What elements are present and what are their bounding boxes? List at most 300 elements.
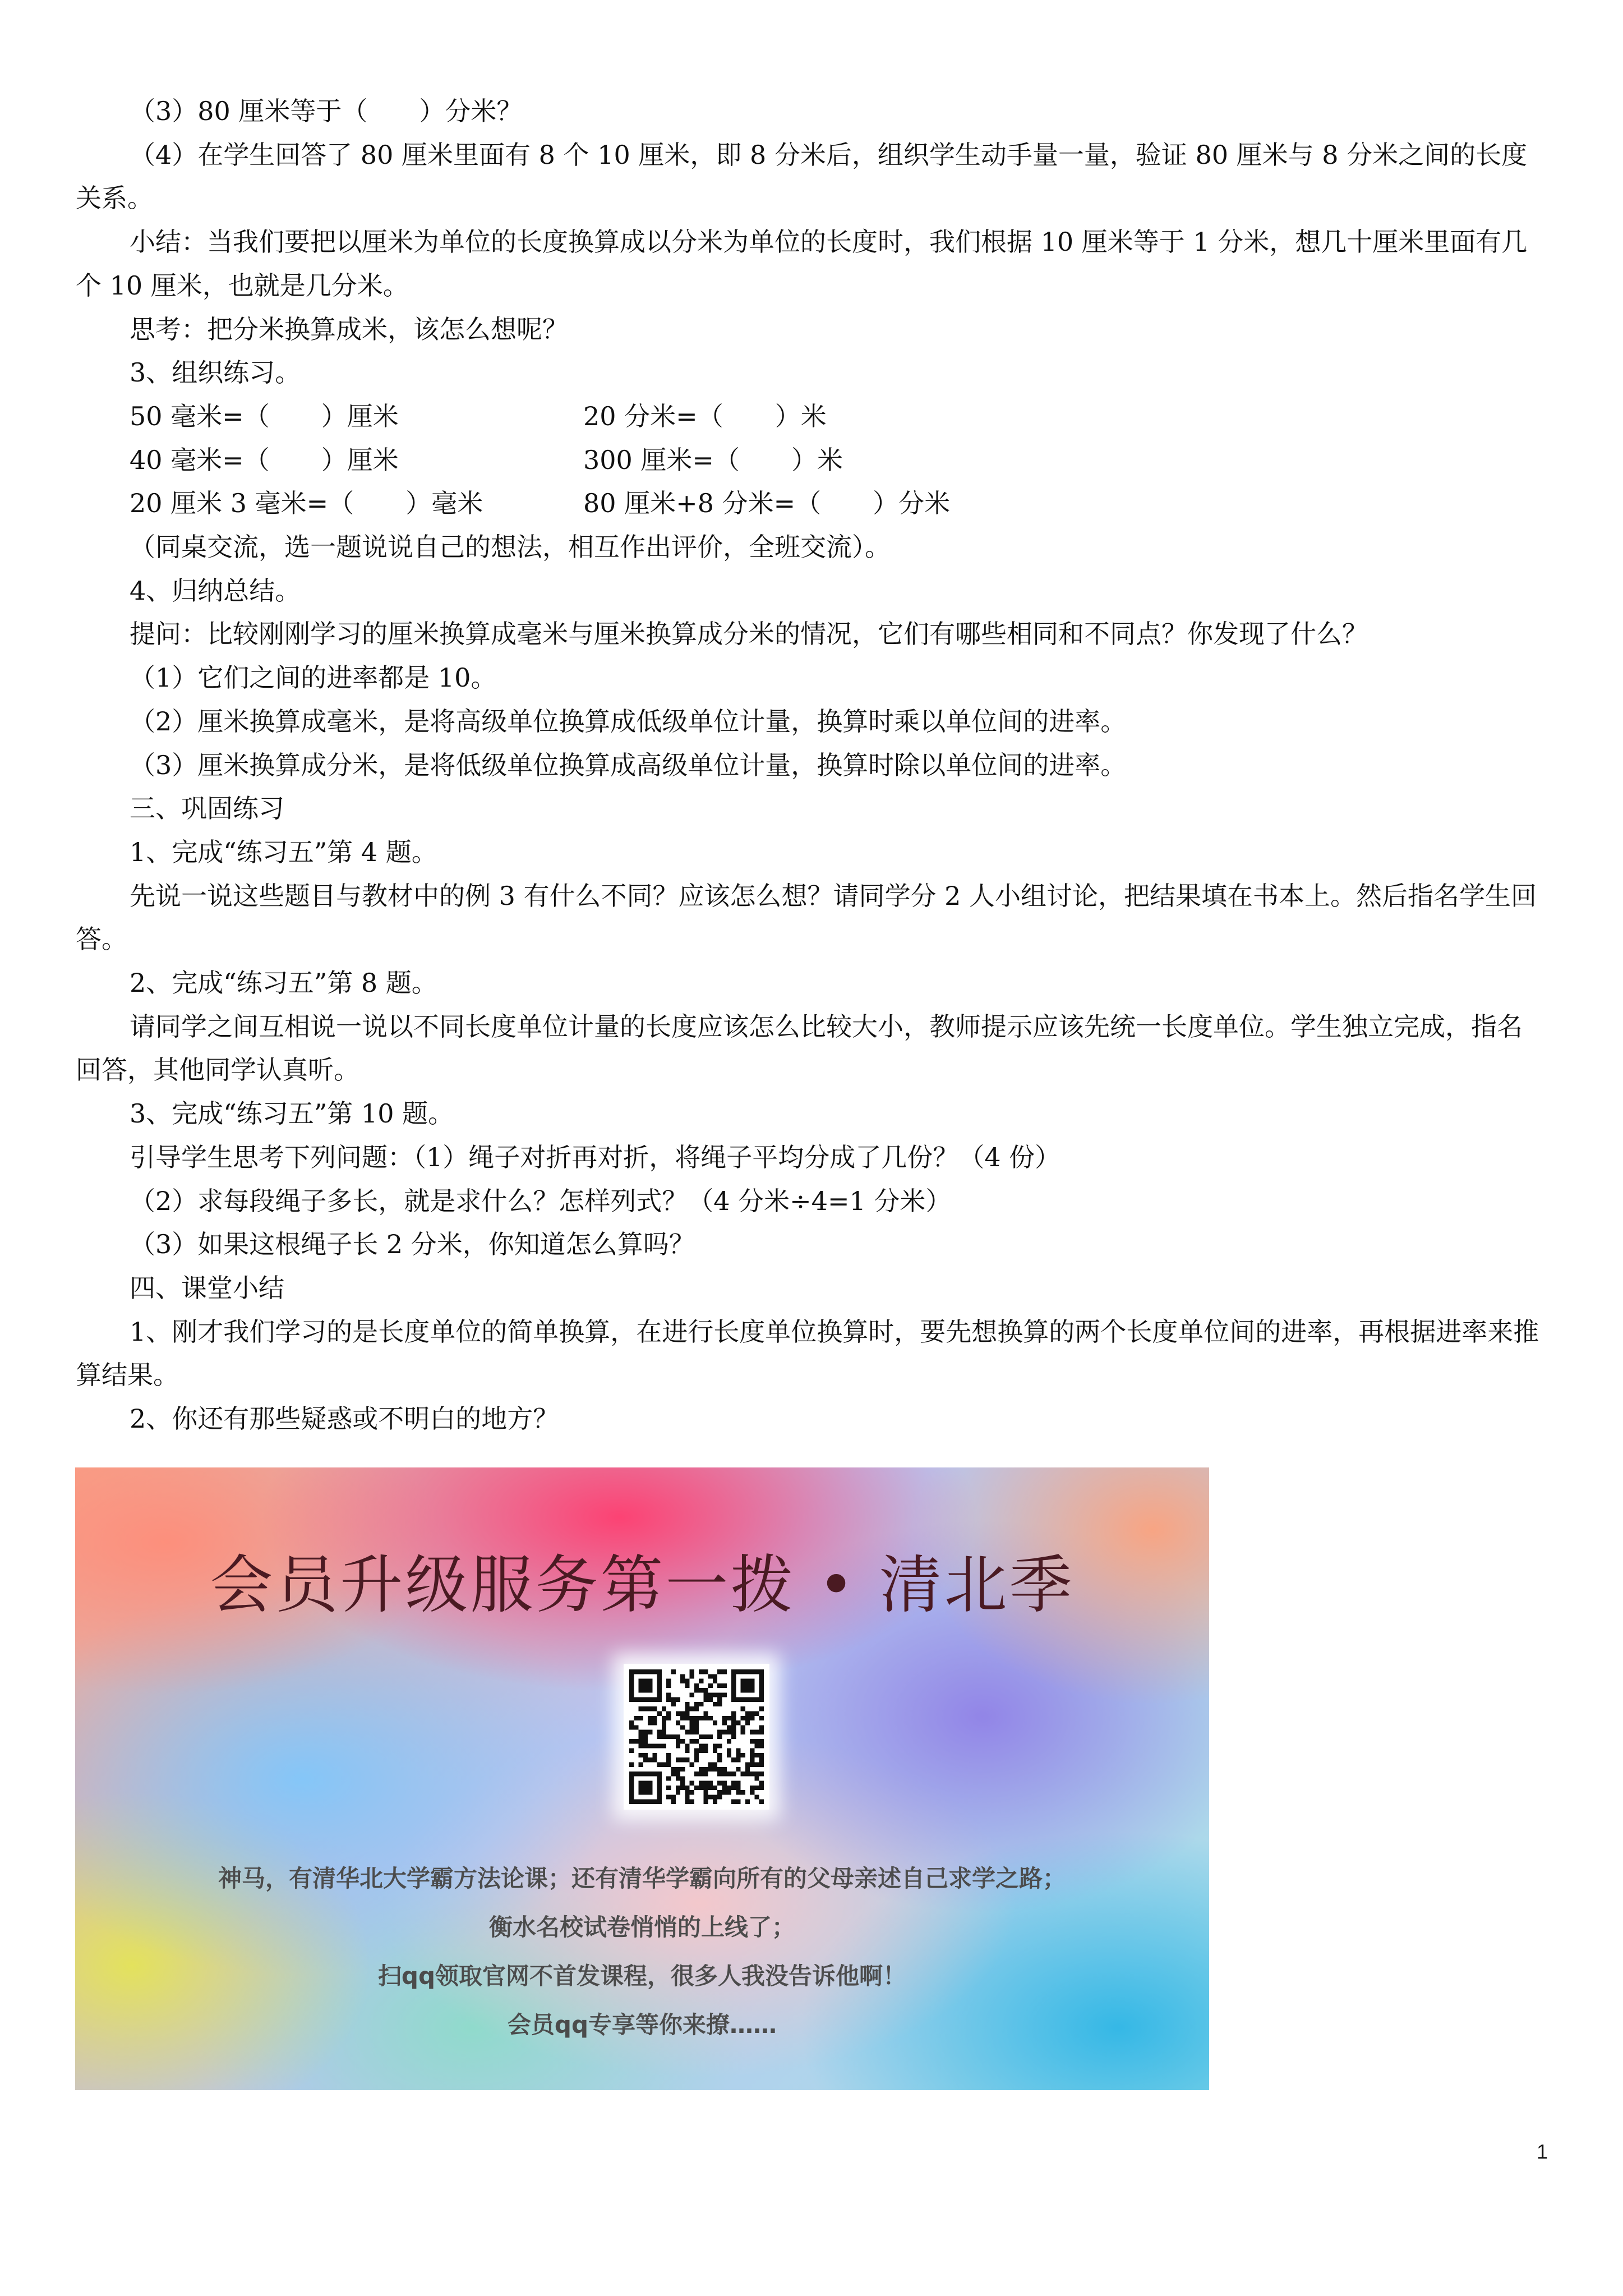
qr-module	[754, 1739, 759, 1743]
qr-module	[676, 1776, 680, 1780]
qr-module	[717, 1772, 722, 1776]
qr-module	[685, 1786, 689, 1790]
paragraph: 3、组织练习。	[130, 357, 301, 388]
qr-module	[699, 1688, 703, 1692]
qr-module	[750, 1730, 754, 1734]
qr-module	[694, 1786, 699, 1790]
section-heading: 三、巩固练习	[130, 793, 284, 824]
qr-module	[676, 1767, 680, 1772]
qr-module	[694, 1688, 699, 1692]
qr-module	[680, 1786, 685, 1790]
qr-module	[722, 1692, 727, 1697]
qr-module	[703, 1743, 708, 1748]
qr-module	[634, 1716, 638, 1720]
qr-module	[731, 1734, 736, 1739]
qr-module	[662, 1743, 666, 1748]
qr-module	[736, 1800, 740, 1804]
qr-module	[652, 1706, 657, 1711]
qr-module	[745, 1716, 750, 1720]
qr-module	[713, 1767, 717, 1772]
qr-module	[699, 1749, 703, 1753]
qr-module	[759, 1772, 764, 1776]
qr-module	[685, 1800, 689, 1804]
qr-module	[680, 1767, 685, 1772]
banner-title: 会员升级服务第一拨 • 清北季	[210, 1549, 1075, 1622]
exercise-right: 80 厘米+8 分米=（ ）分米	[583, 488, 951, 519]
qr-module	[750, 1790, 754, 1795]
qr-module	[754, 1786, 759, 1790]
qr-module	[722, 1669, 727, 1674]
qr-module	[652, 1757, 657, 1762]
qr-module	[741, 1679, 755, 1693]
paragraph: （2）厘米换算成毫米，是将高级单位换算成低级单位计量，换算时乘以单位间的进率。	[130, 706, 1127, 737]
qr-code-graphic	[629, 1669, 764, 1804]
qr-module	[643, 1706, 648, 1711]
qr-module	[666, 1683, 671, 1688]
qr-module	[759, 1757, 764, 1762]
qr-module	[727, 1772, 731, 1776]
qr-module	[699, 1669, 703, 1674]
qr-module	[639, 1781, 653, 1795]
qr-module	[685, 1795, 689, 1799]
exercise-right: 20 分米=（ ）米	[583, 401, 827, 431]
qr-module	[694, 1730, 699, 1734]
qr-module	[745, 1772, 750, 1776]
qr-module	[759, 1743, 764, 1748]
qr-module	[703, 1781, 708, 1786]
qr-module	[736, 1757, 740, 1762]
qr-module	[648, 1720, 652, 1725]
qr-module	[708, 1697, 713, 1702]
qr-module	[648, 1716, 652, 1720]
qr-module	[685, 1706, 689, 1711]
qr-module	[666, 1763, 671, 1767]
qr-module	[722, 1772, 727, 1776]
qr-module	[694, 1716, 699, 1720]
qr-module	[722, 1786, 727, 1790]
qr-module	[680, 1757, 685, 1762]
qr-module	[745, 1800, 750, 1804]
qr-module	[750, 1757, 754, 1762]
qr-module	[643, 1739, 648, 1743]
qr-module	[722, 1781, 727, 1786]
qr-module	[639, 1716, 643, 1720]
qr-module	[736, 1720, 740, 1725]
qr-module	[629, 1720, 634, 1725]
qr-module	[717, 1734, 722, 1739]
qr-module	[671, 1795, 675, 1799]
qr-module	[680, 1716, 685, 1720]
qr-module	[685, 1743, 689, 1748]
qr-module	[699, 1702, 703, 1706]
qr-module	[754, 1772, 759, 1776]
paragraph: （1）它们之间的进率都是 10。	[130, 662, 497, 693]
qr-module	[736, 1753, 740, 1757]
qr-module	[759, 1730, 764, 1734]
qr-module	[731, 1757, 736, 1762]
qr-module	[717, 1743, 722, 1748]
qr-module	[676, 1772, 680, 1776]
qr-module	[717, 1692, 722, 1697]
qr-module	[685, 1683, 689, 1688]
exercise-left: 40 毫米=（ ）厘米	[130, 444, 399, 475]
qr-module	[694, 1725, 699, 1729]
paragraph: （3）厘米换算成分米，是将低级单位换算成高级单位计量，换算时除以单位间的进率。	[130, 749, 1127, 780]
qr-module	[727, 1739, 731, 1743]
qr-module	[694, 1702, 699, 1706]
qr-module	[713, 1800, 717, 1804]
qr-module	[676, 1697, 680, 1702]
paragraph: 4、归纳总结。	[130, 575, 301, 606]
qr-module	[750, 1711, 754, 1715]
qr-module	[727, 1790, 731, 1795]
document-body	[76, 90, 1547, 1441]
qr-module	[731, 1781, 736, 1786]
banner-line: 神马，有清华北大学霸方法论课；还有清华学霸向所有的父母亲述自己求学之路；	[218, 1865, 1066, 1892]
qr-module	[717, 1730, 722, 1734]
qr-module	[703, 1697, 708, 1702]
qr-module	[713, 1702, 717, 1706]
qr-module	[652, 1743, 657, 1748]
qr-module	[741, 1730, 745, 1734]
qr-module	[699, 1679, 703, 1683]
qr-module	[713, 1749, 717, 1753]
qr-module	[634, 1725, 638, 1729]
qr-module	[662, 1716, 666, 1720]
qr-module	[731, 1725, 736, 1729]
qr-module	[671, 1800, 675, 1804]
qr-module	[703, 1800, 708, 1804]
qr-module	[759, 1725, 764, 1729]
qr-module	[750, 1763, 754, 1767]
paragraph: 2、完成“练习五”第 8 题。	[130, 968, 437, 999]
qr-code-icon[interactable]	[624, 1664, 769, 1810]
qr-module	[680, 1679, 685, 1683]
qr-module	[731, 1730, 736, 1734]
qr-module	[639, 1763, 643, 1767]
qr-module	[690, 1790, 694, 1795]
qr-module	[727, 1716, 731, 1720]
qr-module	[708, 1795, 713, 1799]
qr-module	[690, 1674, 694, 1678]
qr-module	[699, 1772, 703, 1776]
qr-module	[713, 1674, 717, 1678]
qr-module	[750, 1716, 754, 1720]
qr-module	[639, 1679, 653, 1693]
qr-module	[754, 1795, 759, 1799]
qr-module	[685, 1730, 689, 1734]
qr-module	[666, 1697, 671, 1702]
qr-module	[676, 1711, 680, 1715]
qr-module	[754, 1743, 759, 1748]
banner-line: 衡水名校试卷悄悄的上线了；	[488, 1913, 795, 1941]
qr-module	[662, 1734, 666, 1739]
qr-module	[741, 1753, 745, 1757]
paragraph: 思考：把分米换算成米，该怎么想呢？	[130, 314, 568, 344]
exercise-row	[76, 482, 1547, 526]
qr-module	[676, 1743, 680, 1748]
qr-module	[722, 1720, 727, 1725]
qr-module	[745, 1763, 750, 1767]
qr-module	[754, 1753, 759, 1757]
paragraph: 引导学生思考下列问题：（1）绳子对折再对折，将绳子平均分成了几份？（4 份）	[130, 1142, 1061, 1172]
qr-module	[741, 1706, 745, 1711]
qr-module	[708, 1674, 713, 1678]
banner-line: 会员qq专享等你来撩……	[507, 2011, 777, 2039]
qr-module	[652, 1720, 657, 1725]
qr-module	[643, 1753, 648, 1757]
qr-module	[666, 1795, 671, 1799]
qr-module	[727, 1753, 731, 1757]
qr-module	[736, 1786, 740, 1790]
qr-module	[690, 1800, 694, 1804]
qr-module	[708, 1763, 713, 1767]
qr-module	[699, 1767, 703, 1772]
qr-module	[713, 1743, 717, 1748]
qr-module	[754, 1711, 759, 1715]
qr-module	[759, 1763, 764, 1767]
qr-module	[736, 1767, 740, 1772]
paragraph: 2、你还有那些疑惑或不明白的地方？	[130, 1404, 559, 1434]
qr-module	[717, 1795, 722, 1799]
qr-module	[722, 1790, 727, 1795]
qr-module	[671, 1734, 675, 1739]
qr-module	[690, 1725, 694, 1729]
paragraph: （3）如果这根绳子长 2 分米，你知道怎么算吗？	[130, 1229, 695, 1260]
qr-module	[643, 1734, 648, 1739]
qr-module	[639, 1739, 643, 1743]
qr-module	[699, 1743, 703, 1748]
qr-module	[666, 1716, 671, 1720]
qr-module	[639, 1753, 643, 1757]
qr-module	[694, 1739, 699, 1743]
qr-module	[759, 1706, 764, 1711]
qr-module	[657, 1711, 662, 1715]
qr-module	[666, 1753, 671, 1757]
qr-module	[754, 1776, 759, 1780]
qr-module	[722, 1730, 727, 1734]
qr-module	[745, 1720, 750, 1725]
qr-module	[717, 1781, 722, 1786]
qr-module	[690, 1669, 694, 1674]
qr-module	[713, 1795, 717, 1799]
qr-module	[639, 1743, 643, 1748]
exercise-left: 20 厘米 3 毫米=（ ）毫米	[130, 488, 483, 519]
qr-module	[750, 1772, 754, 1776]
exercise-row	[76, 439, 1547, 482]
qr-module	[713, 1763, 717, 1767]
qr-module	[690, 1763, 694, 1767]
paragraph: 请同学之间互相说一说以不同长度单位计量的长度应该怎么比较大小，教师提示应该先统一长度单位。学生独立完成，指名回答，其他同学认真听。	[76, 1011, 1523, 1085]
qr-module	[708, 1692, 713, 1697]
qr-module	[731, 1786, 736, 1790]
qr-module	[639, 1734, 643, 1739]
qr-module	[759, 1781, 764, 1786]
qr-module	[750, 1739, 754, 1743]
qr-module	[685, 1702, 689, 1706]
section-heading: 四、课堂小结	[130, 1272, 284, 1303]
qr-module	[690, 1692, 694, 1697]
qr-module	[731, 1800, 736, 1804]
qr-module	[680, 1674, 685, 1678]
qr-module	[713, 1679, 717, 1683]
qr-module	[676, 1790, 680, 1795]
qr-module	[671, 1702, 675, 1706]
qr-module	[717, 1757, 722, 1762]
qr-module	[694, 1706, 699, 1711]
qr-module	[643, 1730, 648, 1734]
qr-module	[690, 1716, 694, 1720]
qr-module	[662, 1730, 666, 1734]
qr-module	[708, 1767, 713, 1772]
qr-module	[759, 1800, 764, 1804]
qr-module	[680, 1711, 685, 1715]
qr-module	[652, 1753, 657, 1757]
qr-module	[639, 1706, 643, 1711]
qr-module	[657, 1734, 662, 1739]
paragraph: 提问：比较刚刚学习的厘米换算成毫米与厘米换算成分米的情况，它们有哪些相同和不同点？你发现了什么？	[130, 619, 1368, 650]
qr-module	[713, 1720, 717, 1725]
qr-module	[703, 1795, 708, 1799]
qr-module	[703, 1786, 708, 1790]
qr-module	[685, 1716, 689, 1720]
qr-module	[676, 1739, 680, 1743]
qr-module	[643, 1757, 648, 1762]
qr-module	[685, 1679, 689, 1683]
qr-module	[703, 1716, 708, 1720]
qr-module	[690, 1730, 694, 1734]
qr-module	[671, 1767, 675, 1772]
qr-module	[708, 1786, 713, 1790]
qr-module	[676, 1757, 680, 1762]
qr-module	[759, 1739, 764, 1743]
qr-module	[629, 1739, 634, 1743]
qr-module	[731, 1711, 736, 1715]
qr-module	[727, 1725, 731, 1729]
qr-module	[676, 1720, 680, 1725]
qr-module	[717, 1683, 722, 1688]
qr-module	[722, 1716, 727, 1720]
qr-module	[717, 1697, 722, 1702]
page-number: 1	[1537, 2140, 1548, 2163]
qr-module	[685, 1749, 689, 1753]
qr-module	[741, 1790, 745, 1795]
paragraph: 先说一说这些题目与教材中的例 3 有什么不同？应该怎么想？请同学分 2 人小组讨论，把结果填在书本上。然后指名学生回答。	[76, 880, 1537, 955]
qr-module	[685, 1757, 689, 1762]
qr-module	[699, 1781, 703, 1786]
qr-module	[666, 1692, 671, 1697]
qr-module	[629, 1763, 634, 1767]
qr-module	[699, 1716, 703, 1720]
qr-module	[680, 1725, 685, 1729]
qr-module	[741, 1772, 745, 1776]
qr-module	[754, 1730, 759, 1734]
qr-module	[634, 1739, 638, 1743]
qr-module	[731, 1772, 736, 1776]
exercise-row	[76, 395, 1547, 439]
qr-module	[676, 1734, 680, 1739]
qr-module	[662, 1763, 666, 1767]
paragraph: 3、完成“练习五”第 10 题。	[130, 1098, 454, 1129]
qr-module	[648, 1743, 652, 1748]
qr-module	[662, 1706, 666, 1711]
exercise-left: 50 毫米=（ ）厘米	[130, 401, 399, 431]
qr-module	[759, 1716, 764, 1720]
qr-module	[703, 1767, 708, 1772]
qr-module	[717, 1702, 722, 1706]
qr-module	[713, 1692, 717, 1697]
qr-module	[690, 1739, 694, 1743]
qr-module	[666, 1776, 671, 1780]
qr-module	[741, 1716, 745, 1720]
qr-module	[657, 1730, 662, 1734]
qr-module	[754, 1763, 759, 1767]
qr-module	[690, 1706, 694, 1711]
qr-module	[736, 1749, 740, 1753]
paragraph: （同桌交流，选一题说说自己的想法，相互作出评价，全班交流）。	[130, 531, 891, 562]
qr-module	[699, 1786, 703, 1790]
paragraph: 1、刚才我们学习的是长度单位的简单换算，在进行长度单位换算时，要先想换算的两个长度单位间的进率，再根据进率来推算结果。	[76, 1316, 1539, 1391]
qr-module	[703, 1692, 708, 1697]
qr-module	[666, 1711, 671, 1715]
qr-module	[731, 1720, 736, 1725]
qr-module	[685, 1790, 689, 1795]
qr-module	[717, 1753, 722, 1757]
qr-module	[690, 1781, 694, 1786]
qr-module	[629, 1749, 634, 1753]
qr-module	[745, 1711, 750, 1715]
qr-module	[703, 1734, 708, 1739]
qr-module	[750, 1786, 754, 1790]
qr-module	[727, 1786, 731, 1790]
qr-module	[694, 1749, 699, 1753]
qr-module	[662, 1725, 666, 1729]
qr-module	[657, 1743, 662, 1748]
qr-module	[703, 1749, 708, 1753]
promo-banner[interactable]	[75, 1467, 1209, 2090]
qr-module	[685, 1711, 689, 1715]
qr-module	[662, 1720, 666, 1725]
qr-module	[722, 1767, 727, 1772]
qr-module	[741, 1725, 745, 1729]
qr-module	[694, 1772, 699, 1776]
qr-module	[703, 1669, 708, 1674]
qr-module	[703, 1790, 708, 1795]
qr-module	[629, 1725, 634, 1729]
qr-module	[703, 1772, 708, 1776]
qr-module	[759, 1753, 764, 1757]
qr-module	[717, 1669, 722, 1674]
qr-module	[717, 1767, 722, 1772]
qr-module	[717, 1790, 722, 1795]
qr-module	[666, 1757, 671, 1762]
qr-module	[694, 1757, 699, 1762]
paragraph: 1、完成“练习五”第 4 题。	[130, 836, 437, 867]
qr-module	[690, 1720, 694, 1725]
qr-module	[657, 1763, 662, 1767]
banner-line: 扫qq领取官网不首发课程，很多人我没告诉他啊！	[377, 1962, 907, 1990]
qr-module	[727, 1730, 731, 1734]
qr-module	[671, 1697, 675, 1702]
qr-module	[666, 1679, 671, 1683]
qr-module	[759, 1786, 764, 1790]
qr-module	[643, 1743, 648, 1748]
qr-module	[745, 1767, 750, 1772]
qr-module	[699, 1734, 703, 1739]
exercise-right: 300 厘米=（ ）米	[583, 444, 843, 475]
qr-module	[703, 1711, 708, 1715]
qr-module	[708, 1716, 713, 1720]
